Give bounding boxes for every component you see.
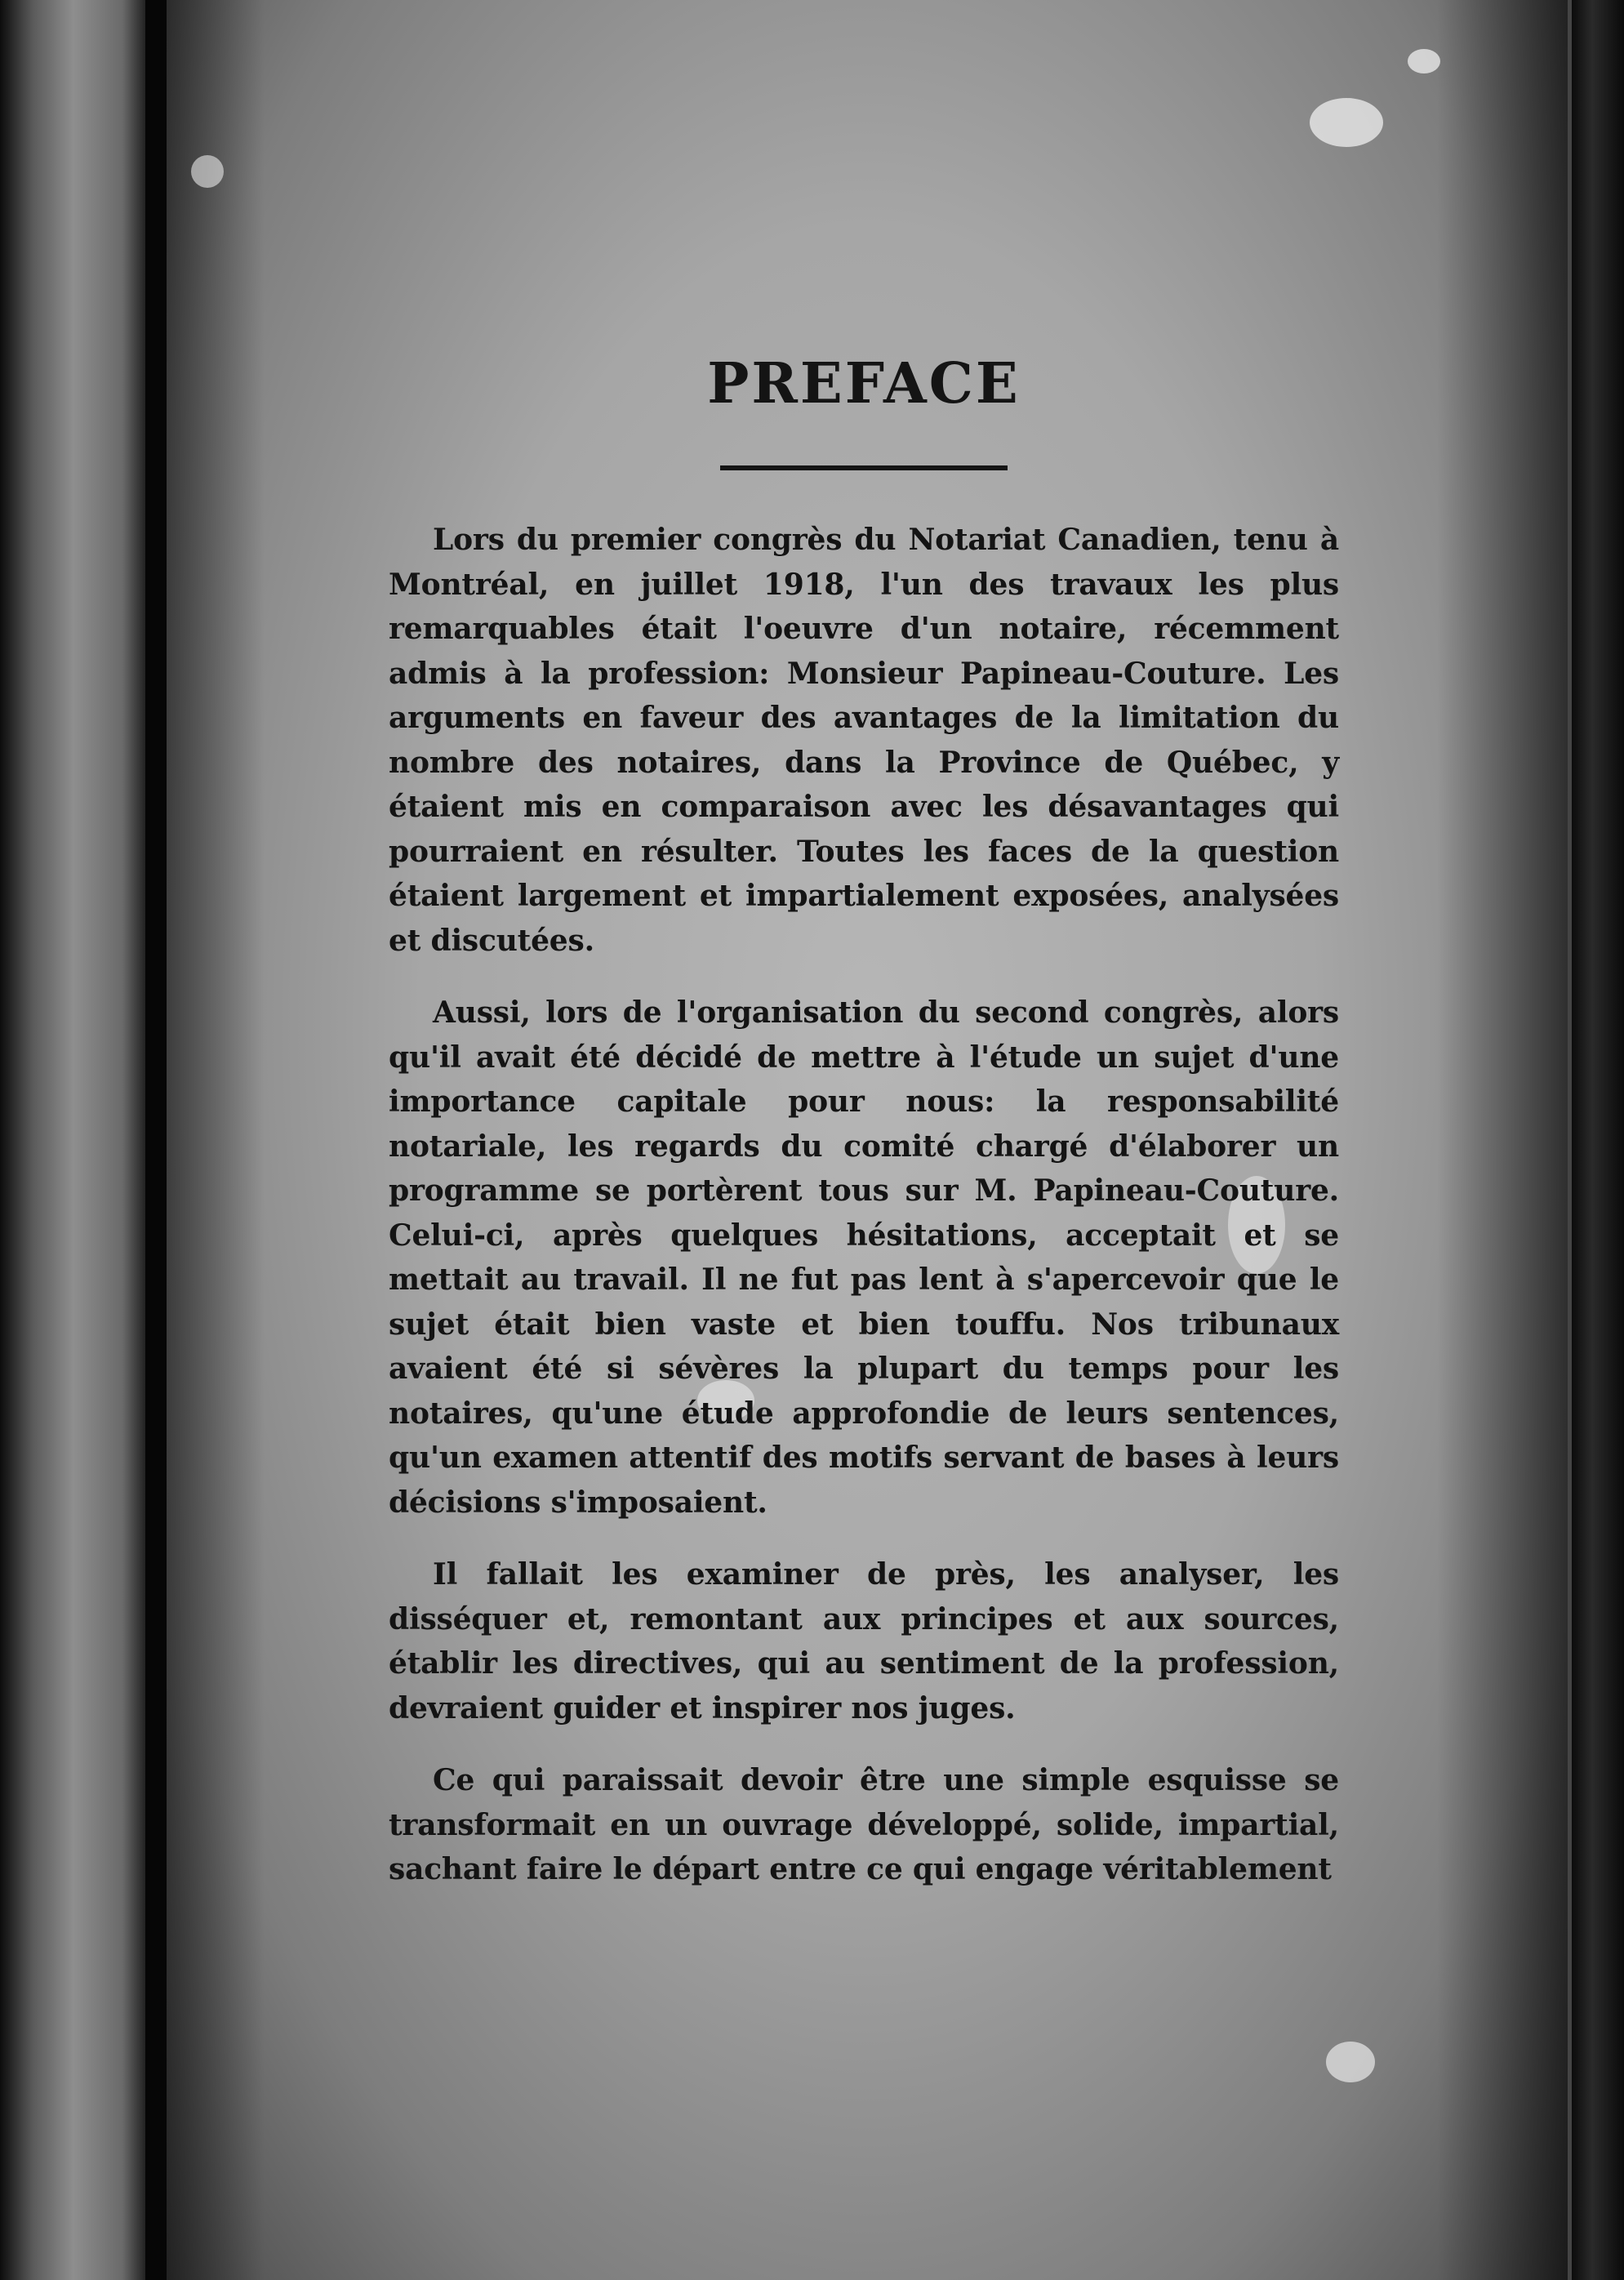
paragraph-2: Aussi, lors de l'organisation du second congrès, alors qu'il avait été décidé de mettre à l'étude un sujet d'une importance capitale pour nous: la responsabilité notariale, les regards du comité chargé d'élaborer un programme se portèrent tous sur M. Papineau-Couture. Celui-ci, après quelques hésitations, acceptait et se mettait au travail. Il ne fut pas lent à s'apercevoir que le sujet était bien vaste et bien touffu. Nos tribunaux avaient été si sévères la plupart du temps pour les notaires, qu'une étude approfondie de leurs sentences, qu'un examen attentif des motifs servant de bases à leurs décisions s'imposaient. [389,995,1339,1520]
page-title: PREFACE [707,351,1021,416]
paragraph-4: Ce qui paraissait devoir être une simple esquisse se transformait en un ouvrage développé, solide, impartial, sachant faire le départ entre ce qui engage véritablement [389,1763,1339,1886]
page-content [389,351,1339,1920]
paragraph-1: Lors du premier congrès du Notariat Canadien, tenu à Montréal, en juillet 1918, l'un des travaux les plus remarquables était l'oeuvre d'un notaire, récemment admis à la profession: Monsieur Papineau-Couture. Les arguments en faveur des avantages de la limitation du nombre des notaires, dans la Province de Québec, y étaient mis en comparaison avec les désavantages qui pourraient en résulter. Toutes les faces de la question étaient largement et impartialement exposées, analysées et discutées. [389,523,1339,958]
page-edge-right [1568,0,1624,2280]
title-rule [720,465,1008,470]
book-gutter [145,0,167,2280]
paper-blemish [1310,98,1383,147]
page-shadow-right [1437,0,1568,2280]
paper-blemish [1408,49,1440,73]
facing-page-edge [0,0,145,2280]
page-shadow-left [167,0,265,2280]
paragraph-3: Il fallait les examiner de près, les analyser, les disséquer et, remontant aux principes et aux sources, établir les directives, qui au sentiment de la profession, devraient guider et inspirer nos juges. [389,1557,1339,1726]
page-edge-line [1568,0,1572,2280]
paper-blemish [1326,2042,1375,2082]
paper-blemish [191,155,224,188]
